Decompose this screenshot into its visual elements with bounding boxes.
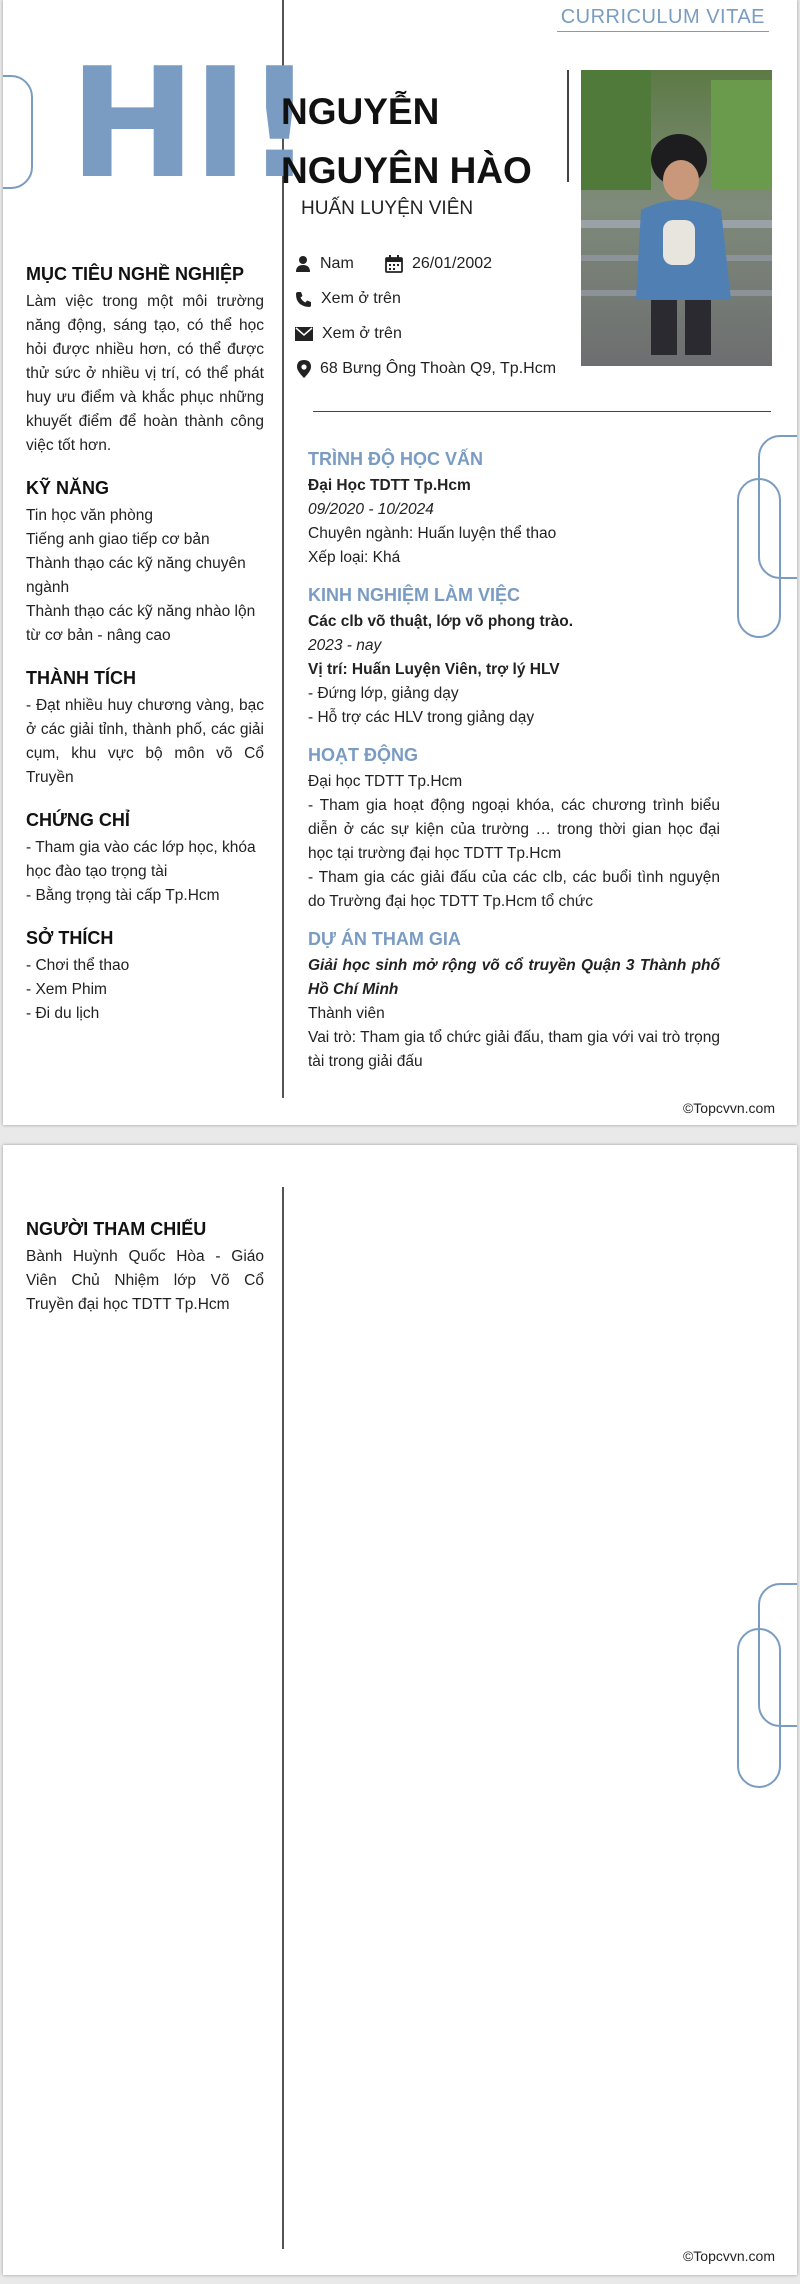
education-section [308, 446, 720, 570]
objective-section [26, 262, 264, 458]
profile-photo [581, 70, 772, 366]
education-school: Đại Học TDTT Tp.Hcm [308, 477, 471, 494]
mail-icon [295, 327, 313, 341]
hobbies-section [26, 926, 264, 1026]
birthday-row [385, 255, 492, 273]
objective-heading: MỤC TIÊU NGHỀ NGHIỆP [26, 264, 245, 284]
project-role-title: Thành viên [308, 1005, 385, 1022]
certificates-heading: CHỨNG CHỈ [26, 810, 130, 830]
activities-heading: HOẠT ĐỘNG [308, 745, 418, 765]
footer-credit: ©Topcvvn.com [682, 2248, 775, 2264]
projects-section [308, 926, 720, 1074]
skills-heading: KỸ NĂNG [26, 478, 110, 498]
cv-title: CURRICULUM VITAE [557, 6, 769, 32]
objective-text: Làm việc trong một môi trường năng động, sáng tạo, có thể học hỏi được nhiều hơn, có thể được thử sức ở nhiều vị trí, có thể phát huy ưu điểm và khắc phục những khuyết điểm để hoàn thành công việc tốt hơn. [26, 293, 264, 454]
skill-item: Thành thạo các kỹ năng chuyên ngành [26, 555, 246, 596]
calendar-icon [385, 255, 403, 273]
experience-org: Các clb võ thuật, lớp võ phong trào. [308, 613, 574, 630]
header-divider [313, 411, 771, 412]
activities-section [308, 742, 720, 914]
achievements-section [26, 666, 264, 790]
experience-period: 2023 - nay [308, 637, 382, 654]
project-name: Giải học sinh mở rộng võ cổ truyền Quận 3 Thành phố Hồ Chí Minh [308, 957, 720, 998]
activity-item: - Tham gia hoạt động ngoại khóa, các chương trình biểu diễn ở các sự kiện của trường … trong thời gian học đại học tại trường đại học TDTT Tp.Hcm [308, 797, 720, 862]
candidate-name [281, 82, 532, 200]
email-value: Xem ở trên [322, 325, 402, 342]
skill-item: Tin học văn phòng [26, 507, 153, 524]
references-section [26, 1217, 264, 1317]
project-role: Vai trò: Tham gia tổ chức giải đấu, tham gia với vai trò trọng tài trong giải đấu [308, 1029, 720, 1070]
right-column [308, 446, 720, 1074]
person-icon [295, 255, 311, 273]
address-value: 68 Bưng Ông Thoàn Q9, Tp.Hcm [320, 360, 557, 377]
skill-item: Thành thạo các kỹ năng nhào lộn từ cơ bản - nâng cao [26, 603, 256, 644]
certificate-item: - Bằng trọng tài cấp Tp.Hcm [26, 887, 220, 904]
address-row [297, 360, 556, 378]
certificates-section [26, 808, 264, 908]
activities-org: Đại học TDTT Tp.Hcm [308, 773, 463, 790]
gender-row [295, 255, 354, 273]
experience-position: Vị trí: Huấn Luyện Viên, trợ lý HLV [308, 661, 560, 678]
paperclip-decoration [737, 1628, 781, 1788]
gender-value: Nam [320, 255, 354, 272]
phone-row [295, 290, 401, 308]
name-line-2: NGUYÊN HÀO [281, 150, 532, 191]
job-title: HUẤN LUYỆN VIÊN [301, 198, 474, 219]
hi-greeting: HI! [69, 35, 311, 212]
location-pin-icon [297, 360, 311, 378]
experience-duty: - Đứng lớp, giảng dạy [308, 685, 459, 702]
birthday-value: 26/01/2002 [412, 255, 493, 272]
education-major: Chuyên ngành: Huấn luyện thể thao [308, 525, 557, 542]
experience-section [308, 582, 720, 730]
hobby-item: - Đi du lịch [26, 1005, 100, 1022]
activity-item: - Tham gia các giải đấu của các clb, các buổi tình nguyện do Trường đại học TDTT Tp.Hcm tổ chức [308, 869, 720, 910]
education-period: 09/2020 - 10/2024 [308, 501, 434, 518]
projects-heading: DỰ ÁN THAM GIA [308, 929, 461, 949]
hobby-item: - Xem Phim [26, 981, 107, 998]
column-divider [282, 1187, 284, 2249]
name-line-1: NGUYỄN [281, 91, 440, 132]
phone-icon [295, 291, 312, 308]
hobbies-heading: SỞ THÍCH [26, 928, 114, 948]
email-row [295, 325, 402, 343]
references-heading: NGƯỜI THAM CHIẾU [26, 1219, 207, 1239]
photo-divider [567, 70, 569, 182]
skills-section [26, 476, 264, 648]
achievements-heading: THÀNH TÍCH [26, 668, 136, 688]
hobby-item: - Chơi thể thao [26, 957, 130, 974]
paperclip-decoration [737, 478, 781, 638]
education-grade: Xếp loại: Khá [308, 549, 401, 566]
education-heading: TRÌNH ĐỘ HỌC VẤN [308, 449, 483, 469]
achievements-text: - Đạt nhiều huy chương vàng, bạc ở các giải tỉnh, thành phố, các giải cụm, khu vực bộ môn võ Cổ Truyền [26, 697, 264, 786]
cv-page-2 [3, 1145, 797, 2275]
cv-page-1 [3, 0, 797, 1125]
paperclip-decoration [3, 75, 33, 189]
references-text: Bành Huỳnh Quốc Hòa - Giáo Viên Chủ Nhiệm lớp Võ Cổ Truyền đại học TDTT Tp.Hcm [26, 1248, 264, 1313]
left-column [26, 262, 264, 1026]
experience-heading: KINH NGHIỆM LÀM VIỆC [308, 585, 521, 605]
certificate-item: - Tham gia vào các lớp học, khóa học đào tạo trọng tài [26, 839, 256, 880]
phone-value: Xem ở trên [321, 290, 401, 307]
footer-credit: ©Topcvvn.com [682, 1100, 775, 1116]
experience-duty: - Hỗ trợ các HLV trong giảng dạy [308, 709, 535, 726]
skill-item: Tiếng anh giao tiếp cơ bản [26, 531, 210, 548]
